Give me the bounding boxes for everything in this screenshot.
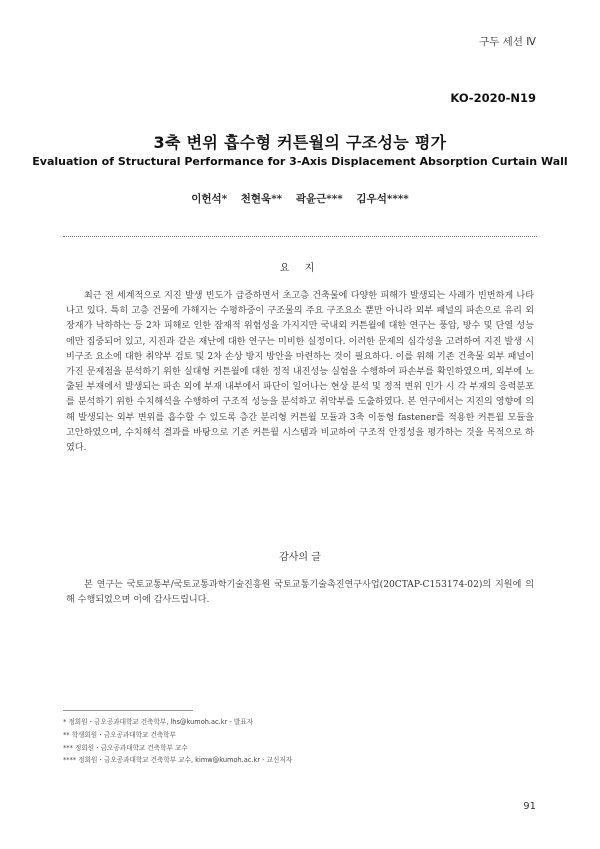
title-korean: 3축 변위 흡수형 커튼월의 구조성능 평가: [153, 133, 447, 152]
paper-code: KO-2020-N19: [450, 91, 536, 105]
author-4: 김우석****: [356, 193, 409, 205]
author-3: 곽윤근***: [295, 193, 343, 205]
footnote-3: *** 정회원・금오공과대학교 건축학부 교수: [63, 743, 188, 752]
footnote-divider: [63, 710, 193, 711]
acknowledgement-text: 본 연구는 국토교통부/국토교통과학기술진흥원 국토교통기술촉진연구사업(20CTAP-C153174-02)의 지원에 의해 수행되었으며 이에 감사드립니다.: [66, 580, 534, 606]
footnotes: [63, 716, 292, 767]
session-label: 구두 세션 Ⅳ: [479, 36, 536, 48]
author-list: [0, 191, 600, 206]
abstract-text: 최근 전 세계적으로 지진 발생 빈도가 급증하면서 초고층 건축물에 다양한 피해가 발생되는 사례가 빈번하게 나타나고 있다. 특히 고층 건물에 가해지는 수평하중이 구조물의 주요 구조요소 뿐만 아니라 외부 패널의 파손으로 유리 외장재가 낙하하는 등 2차 피해로 인한 잠재적 위험성을 가지지만 국내외 커튼월에 대한 연구는 풍압, 방수 및 단열 성능에만 집중되어 있고, 지진과 같은 재난에 대한 연구는 미비한 실정이다. 이러한 문제의 심각성을 고려하여 지진 발생 시 비구조 요소에 대한 취약부 검토 및 2차 손상 방지 방안을 마련하는 것이 필요하다. 이를 위해 기존 건축물 외부 패널이 가진 문제점을 분석하기 위한 실대형 커튼월에 대한 정적 내진성능 실험을 수행하여 파손부를 확인하였으며, 외부에 노출된 부재에서 발생되는 파손 외에 부재 내부에서 파단이 일어나는 현상 분석 및 정적 변위 인가 시 각 부재의 응력분포를 분석하기 위한 수치해석을 수행하여 구조적 성능을 분석하고 취약부를 도출하였다. 본 연구에서는 지진의 영향에 의해 발생되는 외부 변위를 흡수할 수 있도록 층간 분리형 커튼월 모듈과 3축 이동형 fastener를 적용한 커튼월 모듈을 고안하였으며, 수치해석 결과를 바탕으로 기존 커튼월 시스템과 비교하여 구조적 안정성을 평가하는 것을 목적으로 하였다.: [66, 291, 534, 454]
page-number: 91: [523, 801, 536, 812]
author-1: 이헌석*: [191, 193, 228, 205]
footnote-4: **** 정회원・금오공과대학교 건축학부 교수, kimw@kumoh.ac.kr - 교신저자: [63, 756, 293, 765]
dotted-divider: [63, 236, 537, 237]
footnote-1: * 정회원・금오공과대학교 건축학부, lhs@kumoh.ac.kr - 발표자: [63, 718, 253, 726]
footnote-2: ** 학생회원・금오공과대학교 건축학부: [63, 730, 176, 739]
abstract-heading: 요 지: [279, 263, 321, 274]
author-2: 천현욱**: [240, 193, 283, 205]
acknowledgement-heading: 감사의 글: [279, 552, 321, 563]
title-english: Evaluation of Structural Performance for 3-Axis Displacement Absorption Curtain Wall: [32, 155, 568, 168]
